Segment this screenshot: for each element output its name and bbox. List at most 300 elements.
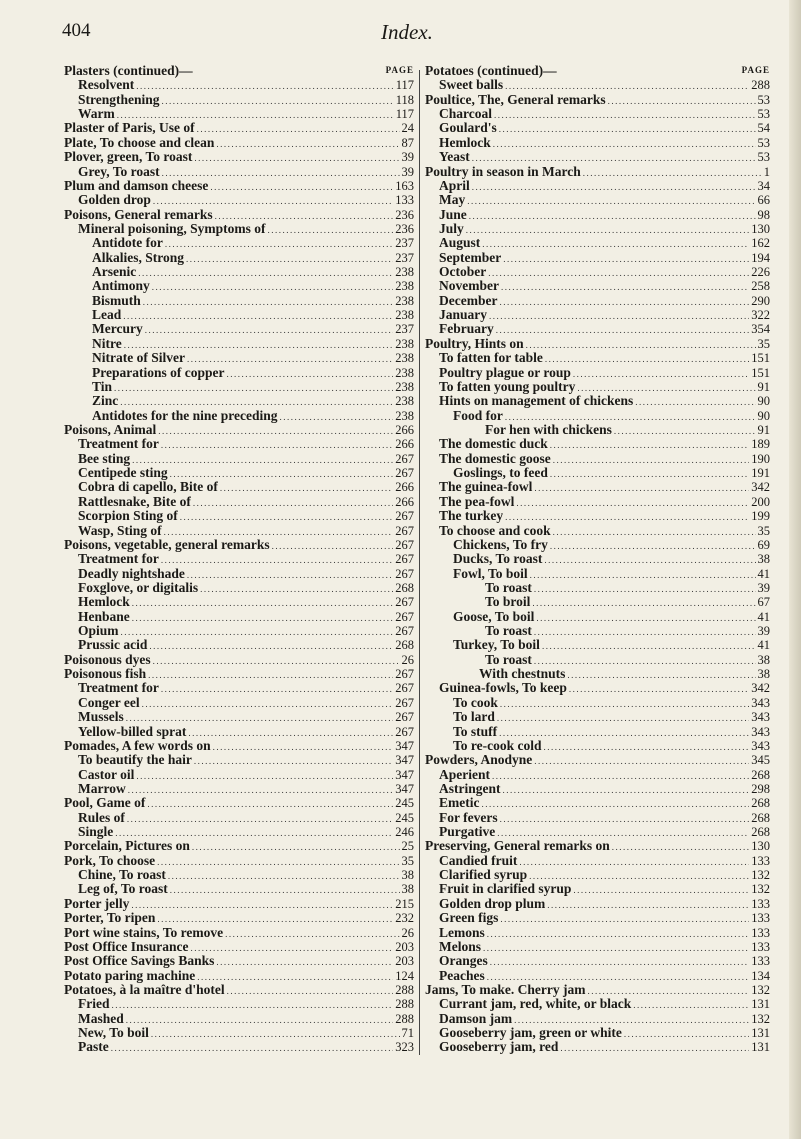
entry-label: To fatten young poultry <box>439 379 576 394</box>
index-entry <box>425 538 770 552</box>
index-entry <box>425 179 770 193</box>
entry-page-number: 90 <box>757 408 770 423</box>
index-entry <box>425 409 770 423</box>
entry-page-number: 267 <box>395 681 414 696</box>
index-entry <box>64 567 414 581</box>
entry-label: Currant jam, red, white, or black <box>439 997 632 1012</box>
entry-page-number: 163 <box>395 178 414 193</box>
dot-leader <box>132 453 393 466</box>
entry-label: Single <box>78 825 114 840</box>
entry-label: Poultry plague or roup <box>439 365 571 380</box>
entry-label: Jams, To make. Cherry jam <box>425 983 586 997</box>
entry-page-number: 267 <box>395 667 414 682</box>
entry-page-number: 298 <box>751 781 770 796</box>
entry-label: Guinea-fowls, To keep <box>439 681 567 696</box>
index-entry <box>64 452 414 466</box>
dot-leader <box>142 697 394 710</box>
entry-page-number: 117 <box>395 78 414 93</box>
dot-leader <box>280 410 394 423</box>
dot-leader <box>573 883 749 896</box>
index-entry <box>64 868 414 882</box>
entry-page-number: 267 <box>395 552 414 567</box>
index-entry <box>425 638 770 652</box>
index-entry <box>425 150 770 164</box>
entry-label: Post Office Savings Banks <box>64 954 215 969</box>
index-entry <box>64 796 414 810</box>
entry-label: July <box>439 221 464 236</box>
entry-label: Strengthening <box>78 92 160 107</box>
entry-page-number: 133 <box>751 939 770 954</box>
index-entry <box>425 839 770 853</box>
column-heading <box>64 64 414 78</box>
index-column-right <box>425 64 770 1055</box>
entry-page-number: 134 <box>751 968 770 983</box>
index-entry <box>425 725 770 739</box>
entry-label: Treatment for <box>78 437 159 452</box>
page-column-label: PAGE <box>385 65 414 75</box>
entry-page-number: 342 <box>751 681 770 696</box>
index-entry <box>425 308 770 322</box>
entry-page-number: 133 <box>751 853 770 868</box>
dot-leader <box>162 94 394 107</box>
entry-label: November <box>439 279 499 294</box>
entry-label: Rattlesnake, Bite of <box>78 494 191 509</box>
dot-leader <box>633 998 749 1011</box>
entry-page-number: 91 <box>757 422 770 437</box>
index-entry <box>425 710 770 724</box>
index-entry <box>425 940 770 954</box>
entry-page-number: 41 <box>757 566 770 581</box>
entry-page-number: 133 <box>395 193 414 208</box>
dot-leader <box>215 209 394 222</box>
entry-page-number: 53 <box>757 107 770 122</box>
entry-label: Centipede sting <box>78 466 168 481</box>
index-entry <box>64 653 414 667</box>
dot-leader <box>494 108 756 121</box>
dot-leader <box>143 295 393 308</box>
index-entry <box>425 337 770 351</box>
entry-label: Green figs <box>439 911 499 926</box>
index-entry <box>64 107 414 121</box>
index-entry <box>64 93 414 107</box>
dot-leader <box>516 496 749 509</box>
index-entry <box>64 940 414 954</box>
dot-leader <box>165 237 393 250</box>
entry-page-number: 238 <box>395 394 414 409</box>
index-entry <box>425 251 770 265</box>
dot-leader <box>197 122 400 135</box>
entry-label: Treatment for <box>78 552 159 567</box>
entry-page-number: 237 <box>395 250 414 265</box>
entry-label: Preserving, General remarks on <box>425 839 610 854</box>
entry-page-number: 266 <box>395 480 414 495</box>
index-entry <box>64 1012 414 1026</box>
index-entry <box>425 78 770 92</box>
entry-label: Yeast <box>439 150 470 165</box>
entry-page-number: 238 <box>395 336 414 351</box>
index-entry <box>64 136 414 150</box>
entry-page-number: 238 <box>395 293 414 308</box>
entry-page-number: 215 <box>395 896 414 911</box>
dot-leader <box>583 166 762 179</box>
entry-label: To stuff <box>453 724 498 739</box>
index-entry <box>425 969 770 983</box>
entry-label: Yellow-billed sprat <box>78 724 187 739</box>
entry-label: Goulard's <box>439 121 497 136</box>
index-entry <box>425 926 770 940</box>
entry-page-number: 39 <box>401 164 414 179</box>
entry-label: Poultice, The, General remarks <box>425 92 606 107</box>
entry-page-number: 151 <box>751 365 770 380</box>
entry-label: Zinc <box>92 394 119 409</box>
entry-page-number: 347 <box>395 781 414 796</box>
entry-page-number: 90 <box>757 394 770 409</box>
dot-leader <box>553 453 750 466</box>
dot-leader <box>193 496 393 509</box>
entry-page-number: 288 <box>395 1011 414 1026</box>
page-header <box>62 20 752 50</box>
dot-leader <box>553 525 756 538</box>
index-entry <box>64 581 414 595</box>
page-number: 404 <box>62 20 91 41</box>
entry-label: The pea-fowl <box>439 494 515 509</box>
dot-leader <box>188 726 393 739</box>
entry-label: Potatoes, à la maître d'hotel <box>64 983 225 997</box>
entry-label: Gooseberry jam, red <box>439 1040 559 1055</box>
index-entry <box>425 236 770 250</box>
dot-leader <box>190 941 393 954</box>
entry-page-number: 238 <box>395 351 414 366</box>
entry-page-number: 25 <box>401 839 414 854</box>
dot-leader <box>514 1013 749 1026</box>
dot-leader <box>545 352 749 365</box>
index-entry <box>425 495 770 509</box>
entry-label: Henbane <box>78 609 130 624</box>
entry-page-number: 267 <box>395 624 414 639</box>
entry-label: Goslings, to feed <box>453 466 548 481</box>
dot-leader <box>197 970 393 983</box>
dot-leader <box>126 711 393 724</box>
entry-label: To fatten for table <box>439 351 543 366</box>
dot-leader <box>225 927 399 940</box>
dot-leader <box>472 180 756 193</box>
entry-page-number: 71 <box>401 1026 414 1041</box>
entry-page-number: 203 <box>395 939 414 954</box>
dot-leader <box>147 797 393 810</box>
dot-leader <box>145 323 394 336</box>
index-entry <box>64 954 414 968</box>
entry-page-number: 323 <box>395 1040 414 1055</box>
index-entry <box>64 193 414 207</box>
entry-label: Mashed <box>78 1011 124 1026</box>
running-title: Index. <box>381 20 433 44</box>
index-entry <box>425 452 770 466</box>
index-entry <box>425 595 770 609</box>
entry-label: Gooseberry jam, green or white <box>439 1026 622 1041</box>
index-entry <box>425 222 770 236</box>
index-entry <box>64 495 414 509</box>
entry-page-number: 267 <box>395 724 414 739</box>
dot-leader <box>499 122 756 135</box>
entry-page-number: 322 <box>751 308 770 323</box>
index-entry <box>425 782 770 796</box>
dot-leader <box>131 898 393 911</box>
index-entry <box>64 926 414 940</box>
dot-leader <box>216 955 393 968</box>
index-entry <box>425 208 770 222</box>
dot-leader <box>469 209 756 222</box>
dot-leader <box>505 410 756 423</box>
dot-leader <box>112 998 394 1011</box>
index-entry <box>425 868 770 882</box>
entry-page-number: 236 <box>395 207 414 222</box>
entry-label: Emetic <box>439 796 480 811</box>
index-entry <box>425 681 770 695</box>
index-entry <box>64 366 414 380</box>
index-entry <box>425 93 770 107</box>
entry-label: Purgative <box>439 825 496 840</box>
entry-page-number: 53 <box>757 92 770 107</box>
index-entry <box>425 696 770 710</box>
dot-leader <box>534 582 756 595</box>
index-entry <box>64 294 414 308</box>
column-divider <box>419 70 420 1055</box>
entry-label: Cobra di capello, Bite of <box>78 480 218 495</box>
dot-leader <box>226 367 393 380</box>
entry-label: October <box>439 265 487 280</box>
entry-page-number: 131 <box>751 1026 770 1041</box>
entry-page-number: 347 <box>395 738 414 753</box>
entry-label: Sweet balls <box>439 78 504 93</box>
entry-label: Candied fruit <box>439 853 518 868</box>
entry-label: April <box>439 178 470 193</box>
dot-leader <box>544 553 755 566</box>
entry-page-number: 38 <box>401 882 414 897</box>
entry-page-number: 246 <box>395 825 414 840</box>
dot-leader <box>152 280 393 293</box>
entry-page-number: 237 <box>395 322 414 337</box>
entry-page-number: 268 <box>751 796 770 811</box>
index-entry <box>425 380 770 394</box>
index-entry <box>64 179 414 193</box>
entry-label: Hemlock <box>78 595 130 610</box>
index-entry <box>64 1026 414 1040</box>
entry-label: Bee sting <box>78 451 131 466</box>
entry-page-number: 133 <box>751 896 770 911</box>
entry-page-number: 268 <box>751 810 770 825</box>
entry-page-number: 236 <box>395 221 414 236</box>
entry-label: August <box>439 236 481 251</box>
dot-leader <box>123 309 393 322</box>
entry-page-number: 238 <box>395 365 414 380</box>
index-entry <box>64 768 414 782</box>
entry-label: To choose and cook <box>439 523 551 538</box>
dot-leader <box>200 582 393 595</box>
dot-leader <box>534 625 756 638</box>
dot-leader <box>210 180 393 193</box>
entry-label: Powders, Anodyne <box>425 753 533 768</box>
index-entry <box>425 394 770 408</box>
dot-leader <box>483 941 749 954</box>
index-entry <box>425 653 770 667</box>
entry-page-number: 238 <box>395 408 414 423</box>
dot-leader <box>550 467 749 480</box>
entry-page-number: 267 <box>395 509 414 524</box>
index-entry <box>425 825 770 839</box>
index-entry <box>64 638 414 652</box>
index-entry <box>425 524 770 538</box>
index-entry <box>64 265 414 279</box>
dot-leader <box>472 151 756 164</box>
entry-page-number: 268 <box>395 638 414 653</box>
dot-leader <box>505 79 749 92</box>
entry-page-number: 266 <box>395 494 414 509</box>
index-entry <box>425 796 770 810</box>
entry-label: Chickens, To fry <box>453 537 548 552</box>
entry-label: June <box>439 207 467 222</box>
index-entry <box>64 437 414 451</box>
entry-label: Charcoal <box>439 107 492 122</box>
entry-label: Poisons, General remarks <box>64 207 213 222</box>
entry-page-number: 133 <box>751 911 770 926</box>
dot-leader <box>550 438 749 451</box>
entry-page-number: 199 <box>751 509 770 524</box>
dot-leader <box>489 309 749 322</box>
entry-label: Castor oil <box>78 767 135 782</box>
dot-leader <box>161 553 393 566</box>
entry-label: Bismuth <box>92 293 141 308</box>
entry-label: Melons <box>439 939 481 954</box>
index-entry <box>425 1026 770 1040</box>
continued-heading: Plasters (continued)— <box>64 63 193 78</box>
index-entry <box>64 610 414 624</box>
entry-page-number: 1 <box>763 164 770 179</box>
entry-label: To roast <box>485 624 532 639</box>
entry-page-number: 91 <box>757 379 770 394</box>
entry-label: Damson jam <box>439 1011 513 1026</box>
dot-leader <box>567 668 755 681</box>
entry-label: Mercury <box>92 322 143 337</box>
index-entry <box>64 150 414 164</box>
entry-label: January <box>439 308 488 323</box>
entry-page-number: 35 <box>757 336 770 351</box>
dot-leader <box>573 367 749 380</box>
entry-label: Poisons, vegetable, general remarks <box>64 537 270 552</box>
entry-label: The domestic goose <box>439 451 551 466</box>
entry-label: Grey, To roast <box>78 164 160 179</box>
index-entry <box>64 897 414 911</box>
index-entry <box>425 882 770 896</box>
index-column-left <box>64 64 414 1055</box>
entry-label: Fowl, To boil <box>453 566 528 581</box>
index-entry <box>425 294 770 308</box>
dot-leader <box>161 682 393 695</box>
dot-leader <box>170 883 400 896</box>
entry-label: September <box>439 250 502 265</box>
entry-page-number: 266 <box>395 437 414 452</box>
index-entry <box>64 279 414 293</box>
dot-leader <box>500 697 749 710</box>
entry-label: Lemons <box>439 925 485 940</box>
index-entry <box>64 351 414 365</box>
entry-page-number: 194 <box>751 250 770 265</box>
continued-heading: Potatoes (continued)— <box>425 63 557 78</box>
entry-page-number: 133 <box>751 954 770 969</box>
dot-leader <box>186 252 393 265</box>
index-entry <box>64 983 414 997</box>
entry-label: Prussic acid <box>78 638 148 653</box>
index-entry <box>64 509 414 523</box>
entry-page-number: 347 <box>395 753 414 768</box>
entry-page-number: 41 <box>757 638 770 653</box>
index-entry <box>425 1040 770 1054</box>
entry-label: Port wine stains, To remove <box>64 925 224 940</box>
entry-page-number: 347 <box>395 767 414 782</box>
entry-page-number: 66 <box>757 193 770 208</box>
dot-leader <box>164 525 394 538</box>
entry-page-number: 232 <box>395 911 414 926</box>
dot-leader <box>499 726 749 739</box>
entry-label: For fevers <box>439 810 498 825</box>
index-entry <box>64 236 414 250</box>
entry-page-number: 34 <box>757 178 770 193</box>
dot-leader <box>487 970 750 983</box>
entry-label: Pomades, A few words on <box>64 738 211 753</box>
entry-page-number: 132 <box>751 882 770 897</box>
index-entry <box>64 911 414 925</box>
entry-page-number: 237 <box>395 236 414 251</box>
entry-label: Plate, To choose and clean <box>64 135 215 150</box>
entry-label: Aperient <box>439 767 490 782</box>
dot-leader <box>534 481 749 494</box>
entry-page-number: 131 <box>751 997 770 1012</box>
entry-label: Goose, To boil <box>453 609 535 624</box>
index-entry <box>425 667 770 681</box>
entry-label: Hints on management of chickens <box>439 394 634 409</box>
index-entry <box>64 753 414 767</box>
entry-page-number: 54 <box>757 121 770 136</box>
dot-leader <box>138 266 393 279</box>
entry-page-number: 131 <box>751 1040 770 1055</box>
dot-leader <box>534 654 756 667</box>
entry-page-number: 39 <box>401 150 414 165</box>
entry-page-number: 345 <box>751 753 770 768</box>
dot-leader <box>187 568 393 581</box>
entry-page-number: 190 <box>751 451 770 466</box>
dot-leader <box>612 840 750 853</box>
dot-leader <box>547 898 749 911</box>
index-entry <box>64 78 414 92</box>
dot-leader <box>519 855 749 868</box>
entry-page-number: 69 <box>757 537 770 552</box>
index-entry <box>64 251 414 265</box>
entry-page-number: 267 <box>395 710 414 725</box>
dot-leader <box>492 769 749 782</box>
dot-leader <box>126 1013 393 1026</box>
entry-label: February <box>439 322 494 337</box>
entry-label: Foxglove, or digitalis <box>78 580 199 595</box>
entry-page-number: 38 <box>401 868 414 883</box>
index-entry <box>425 1012 770 1026</box>
entry-page-number: 343 <box>751 724 770 739</box>
index-entry <box>64 825 414 839</box>
entry-page-number: 87 <box>401 135 414 150</box>
entry-page-number: 151 <box>751 351 770 366</box>
entry-label: Nitre <box>92 336 122 351</box>
entry-label: New, To boil <box>78 1026 149 1041</box>
dot-leader <box>635 395 755 408</box>
entry-page-number: 26 <box>401 925 414 940</box>
